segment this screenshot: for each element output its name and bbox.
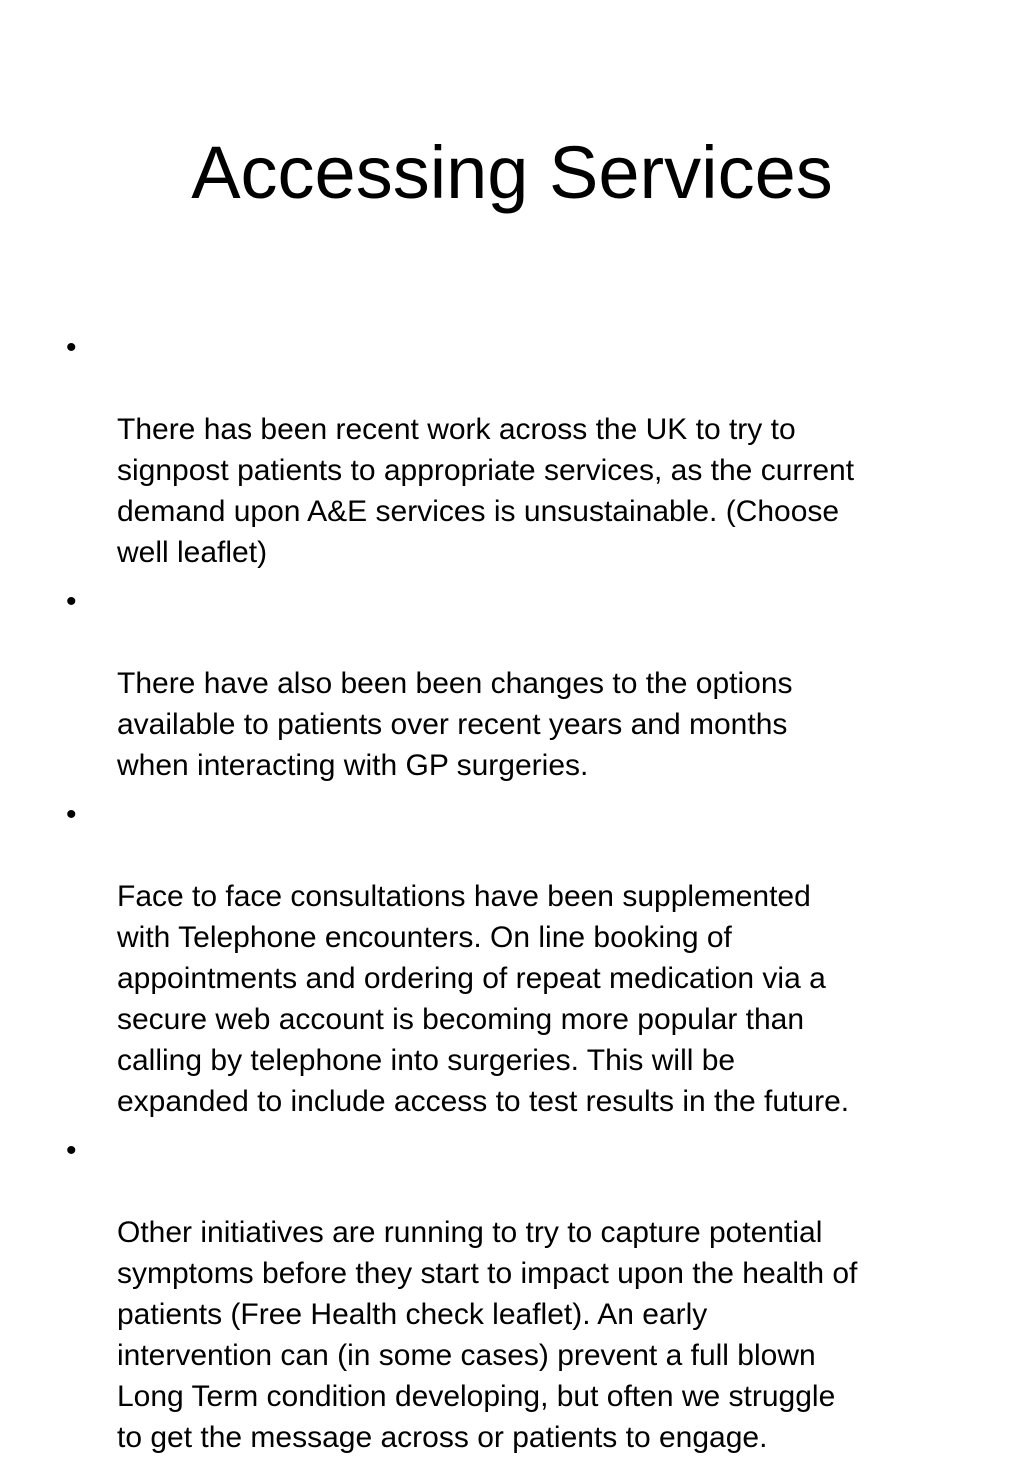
slide-title: Accessing Services	[191, 131, 833, 214]
bullet-text: Other initiatives are running to try to capture potential symptoms before they start to impact upon the health of patients (Free Health check leaflet). An early intervention can (in some cases) prevent a full blown Long Term condition developing, but often we struggle to get the message across or patients to engage.	[117, 1216, 858, 1454]
bullet-icon: •	[66, 798, 77, 831]
bullet-text: There has been recent work across the UK to try to signpost patients to appropriate services, as the current demand upon A&E services is unsustainable. (Choose well leaflet)	[117, 413, 855, 569]
bullet-item	[62, 581, 962, 786]
bullet-text: Face to face consultations have been supplemented with Telephone encounters. On line booking of appointments and ordering of repeat medication via a secure web account is becoming more popular than calling by telephone into surgeries. This will be expanded to include access to test results in the future.	[117, 880, 850, 1118]
bullet-item	[62, 327, 962, 573]
bullet-icon: •	[66, 585, 77, 618]
bullet-icon: •	[66, 1134, 77, 1167]
bullet-item	[62, 794, 962, 1122]
bullet-text: There have also been been changes to the options available to patients over recent years and months when interacting with GP surgeries.	[117, 667, 793, 782]
bullet-list	[62, 327, 962, 1466]
bullet-item	[62, 1130, 962, 1458]
bullet-icon: •	[66, 331, 77, 364]
